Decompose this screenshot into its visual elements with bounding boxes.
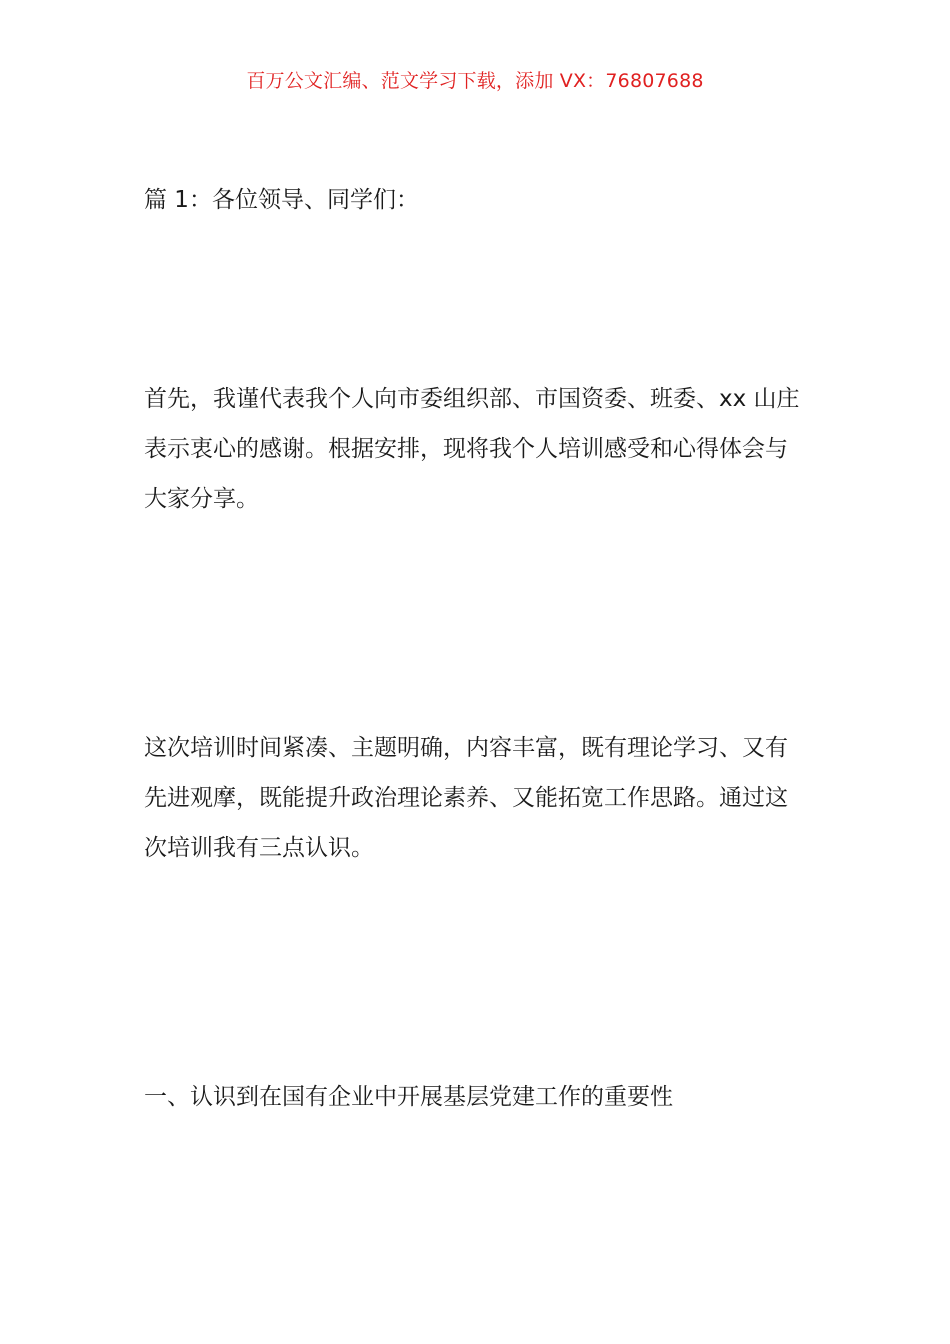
paragraph-training-overview: 这次培训时间紧凑、主题明确，内容丰富，既有理论学习、又有先进观摩，既能提升政治理论素养、又能拓宽工作思路。通过这次培训我有三点认识。 xyxy=(144,735,788,861)
salutation: 篇 1：各位领导、同学们： xyxy=(144,187,419,213)
section-heading: 一、认识到在国有企业中开展基层党建工作的重要性 xyxy=(144,1084,673,1110)
paragraph-thanks: 首先，我谨代表我个人向市委组织部、市国资委、班委、xx 山庄表示衷心的感谢。根据安排，现将我个人培训感受和心得体会与大家分享。 xyxy=(144,386,800,512)
watermark-header: 百万公文汇编、范文学习下载，添加 VX：76807688 xyxy=(246,70,704,92)
